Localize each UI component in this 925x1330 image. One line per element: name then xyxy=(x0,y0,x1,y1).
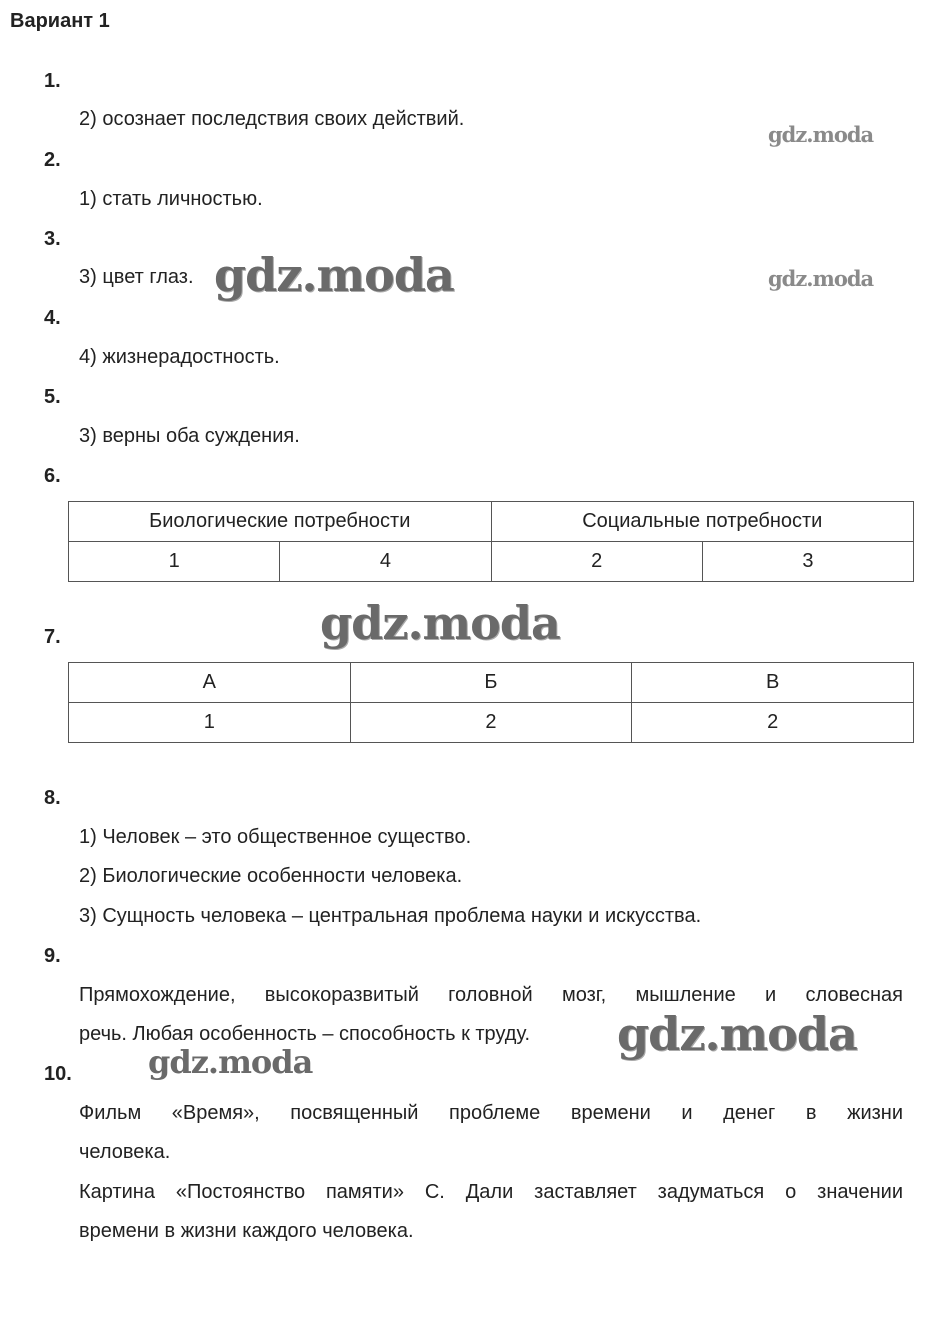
matching-table xyxy=(68,662,914,743)
table-header-cell: Биологические потребности xyxy=(69,502,492,542)
question-number-7: 7. xyxy=(44,626,61,648)
table-cell: 1 xyxy=(69,703,351,743)
question-number-8: 8. xyxy=(44,787,61,809)
table-header-cell: В xyxy=(632,663,914,703)
watermark-logo: gdz.moda xyxy=(320,596,560,650)
watermark-logo: gdz.moda xyxy=(214,248,454,302)
answer-10-line: времени в жизни каждого человека. xyxy=(79,1220,414,1242)
table-cell: 2 xyxy=(491,542,702,582)
question-number-1: 1. xyxy=(44,70,61,92)
question-number-9: 9. xyxy=(44,945,61,967)
watermark-logo: gdz.moda xyxy=(617,1007,857,1061)
table-header-cell: А xyxy=(69,663,351,703)
answer-8-item: 1) Человек – это общественное существо. xyxy=(79,826,472,848)
question-number-3: 3. xyxy=(44,228,61,250)
answer-2: 1) стать личностью. xyxy=(79,188,263,210)
watermark-logo: gdz.moda xyxy=(768,266,874,291)
answer-5: 3) верны оба суждения. xyxy=(79,425,300,447)
question-number-4: 4. xyxy=(44,307,61,329)
answer-9-line: речь. Любая особенность – способность к труду. xyxy=(79,1023,531,1045)
answer-8-item: 3) Сущность человека – центральная проблема науки и искусства. xyxy=(79,905,702,927)
needs-table xyxy=(68,501,914,582)
answer-10-paragraph-2 xyxy=(79,1173,903,1251)
table-cell: 4 xyxy=(280,542,491,582)
question-number-10: 10. xyxy=(44,1063,72,1085)
table-cell: 2 xyxy=(632,703,914,743)
answer-10-line: Картина «Постоянство памяти» С. Дали заставляет задуматься о значении xyxy=(79,1181,903,1203)
question-number-5: 5. xyxy=(44,386,61,408)
table-row xyxy=(69,663,914,703)
answer-9-line: Прямохождение, высокоразвитый головной мозг, мышление и словесная xyxy=(79,984,903,1006)
watermark-logo: gdz.moda xyxy=(768,122,874,147)
question-number-6: 6. xyxy=(44,465,61,487)
question-number-2: 2. xyxy=(44,149,61,171)
answer-1: 2) осознает последствия своих действий. xyxy=(79,108,465,130)
answer-8-item: 2) Биологические особенности человека. xyxy=(79,865,463,887)
page-title: Вариант 1 xyxy=(10,10,110,32)
watermark-logo: gdz.moda xyxy=(148,1043,313,1081)
table-cell: 2 xyxy=(350,703,632,743)
answer-10-paragraph-1 xyxy=(79,1094,903,1172)
table-row xyxy=(69,703,914,743)
table-row xyxy=(69,502,914,542)
answer-10-line: Фильм «Время», посвященный проблеме времени и денег в жизни xyxy=(79,1102,903,1124)
table-cell: 1 xyxy=(69,542,280,582)
table-header-cell: Социальные потребности xyxy=(491,502,913,542)
answer-3: 3) цвет глаз. xyxy=(79,266,194,288)
table-cell: 3 xyxy=(702,542,913,582)
table-row xyxy=(69,542,914,582)
answer-10-line: человека. xyxy=(79,1141,171,1163)
table-header-cell: Б xyxy=(350,663,632,703)
answer-4: 4) жизнерадостность. xyxy=(79,346,280,368)
